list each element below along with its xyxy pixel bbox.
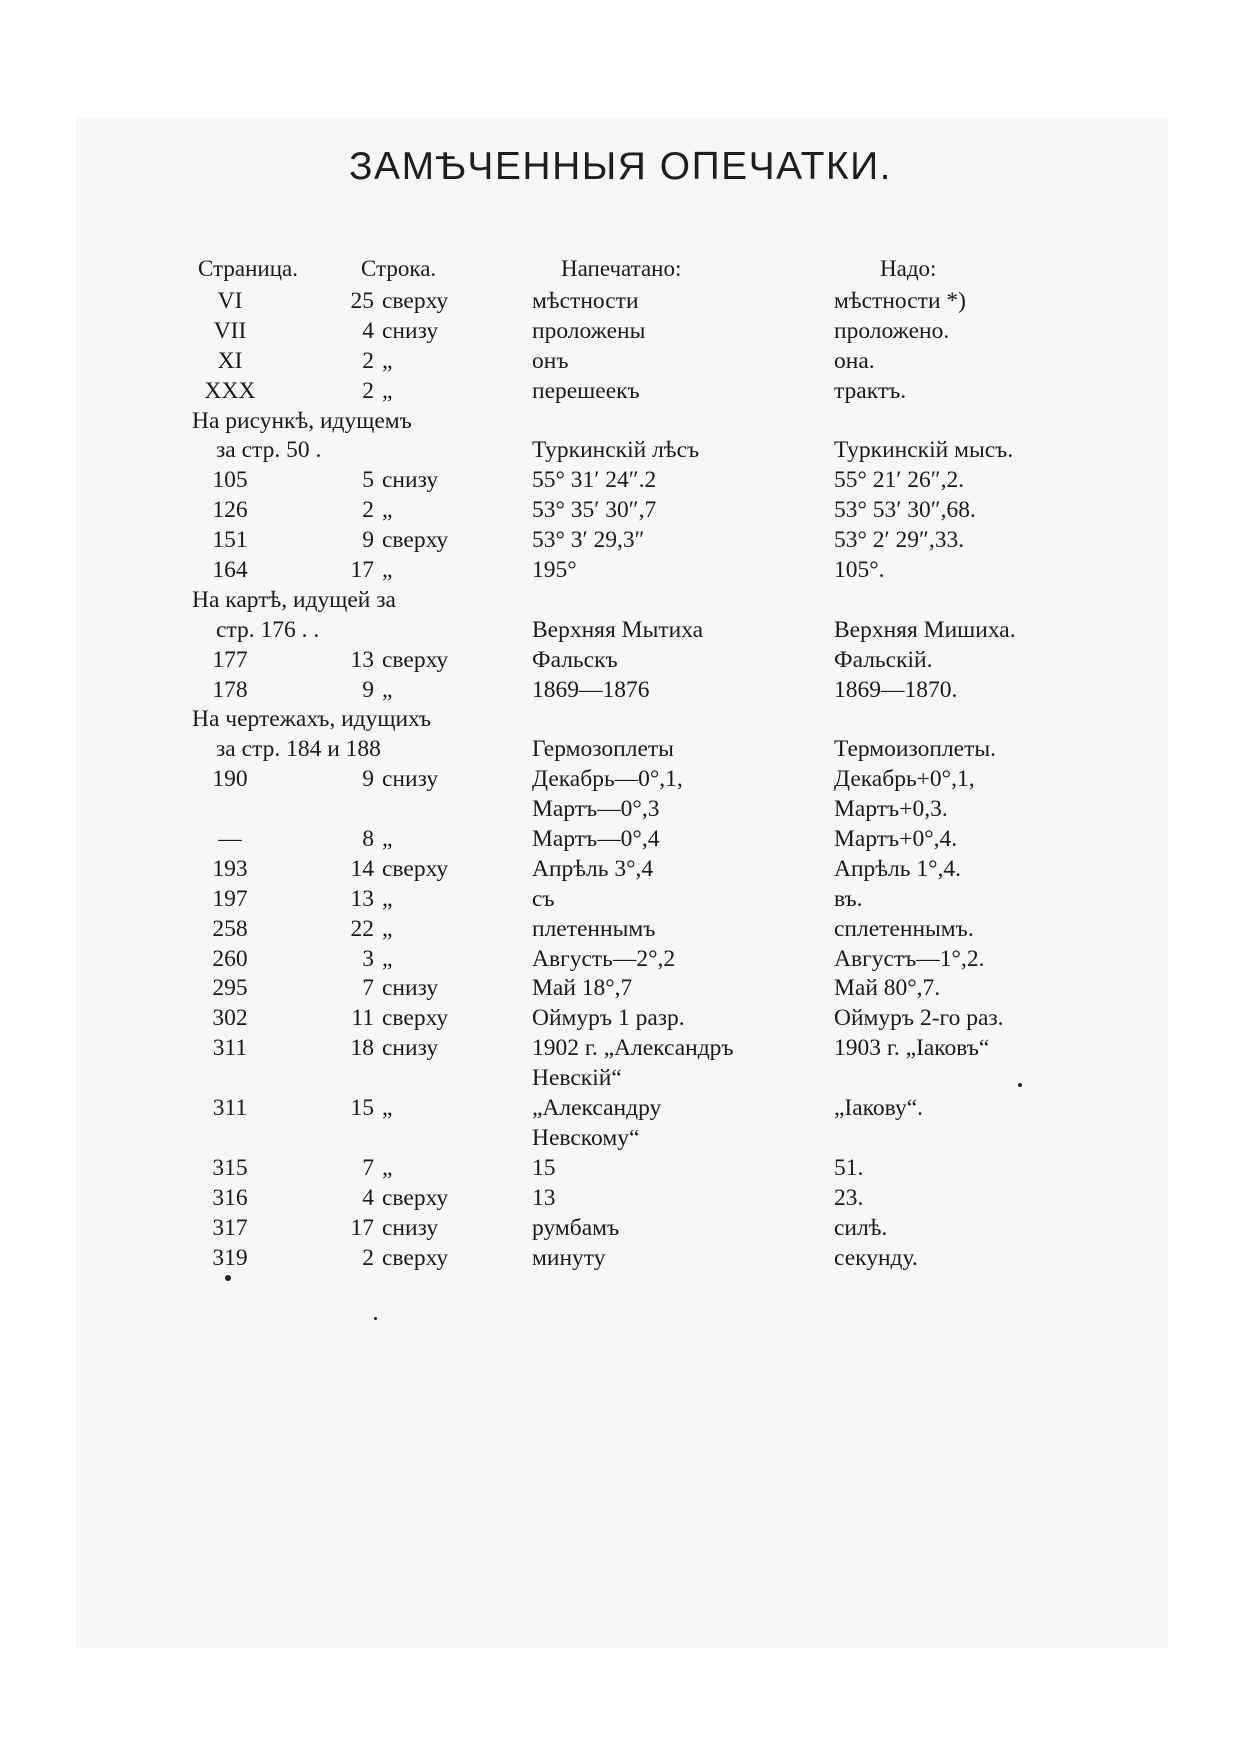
table-row: [0, 1125, 1241, 1155]
table-row: [0, 766, 1241, 796]
print-speck: [225, 1275, 231, 1281]
row-page: 193: [212, 855, 248, 882]
table-header: [0, 256, 1241, 286]
row-printed: Мартъ—0°,3: [532, 796, 660, 823]
row-printed: Фальскъ: [532, 646, 618, 673]
row-line-position: снизу: [382, 1214, 439, 1241]
row-line-position: снизу: [382, 317, 439, 344]
row-printed: „Александру: [532, 1095, 662, 1122]
table-row: [0, 348, 1241, 378]
row-line-position: снизу: [382, 1035, 439, 1062]
header-line: Строка.: [361, 256, 437, 281]
row-page: 315: [212, 1154, 248, 1181]
row-printed: 53° 3′ 29,3″: [532, 527, 645, 554]
row-printed: румбамъ: [532, 1214, 620, 1241]
row-printed: онъ: [532, 347, 569, 374]
row-line-number: 9: [362, 766, 374, 793]
row-printed: Невскому“: [532, 1124, 640, 1151]
row-line-number: 17: [350, 557, 374, 584]
table-row: [0, 617, 1241, 647]
row-page: XXX: [204, 377, 256, 404]
row-line-position: сверху: [382, 1005, 449, 1032]
row-correct: трактъ.: [834, 377, 907, 404]
table-row: [0, 318, 1241, 348]
row-page: 105: [212, 467, 248, 494]
row-printed: 53° 35′ 30″,7: [532, 497, 657, 524]
row-line-number: 14: [350, 855, 374, 882]
table-row: [0, 946, 1241, 976]
row-correct: 53° 53′ 30″,68.: [834, 497, 976, 524]
row-printed: Туркинскій лѣсъ: [532, 437, 700, 464]
row-page: 295: [212, 975, 248, 1002]
row-correct: 55° 21′ 26″,2.: [834, 467, 965, 494]
row-correct: Фальскій.: [834, 646, 933, 673]
row-correct: Августъ—1°,2.: [834, 945, 985, 972]
row-line-position: сверху: [382, 1244, 449, 1271]
table-row: [0, 1065, 1241, 1095]
table-row: [0, 796, 1241, 826]
row-page: 311: [212, 1035, 248, 1062]
row-line-position: сверху: [382, 646, 449, 673]
row-correct: Мартъ+0°,4.: [834, 826, 958, 853]
row-page: 317: [212, 1214, 248, 1241]
row-printed: 55° 31′ 24″.2: [532, 467, 657, 494]
table-row: [0, 1245, 1241, 1275]
table-row: [0, 557, 1241, 587]
row-correct: 1903 г. „Іаковъ“: [834, 1035, 990, 1062]
row-line-number: 8: [362, 826, 374, 853]
row-line-number: 4: [362, 1184, 374, 1211]
row-correct: сплетеннымъ.: [834, 915, 974, 942]
row-page: 302: [212, 1005, 248, 1032]
row-line-number: 2: [362, 497, 374, 524]
table-row: [0, 467, 1241, 497]
table-row: [0, 647, 1241, 677]
row-printed: мѣстности: [532, 288, 639, 314]
row-printed: Невскій“: [532, 1065, 622, 1092]
row-correct: она.: [834, 347, 875, 374]
row-line-position: снизу: [382, 467, 439, 494]
row-correct: Верхняя Мишиха.: [834, 616, 1016, 643]
row-correct: „Іакову“.: [834, 1095, 924, 1122]
row-reference: за стр. 50 .: [216, 437, 322, 464]
row-correct: мѣстности *): [834, 288, 966, 314]
row-reference: за стр. 184 и 188: [216, 736, 381, 763]
row-correct: Оймуръ 2-го раз.: [834, 1005, 1004, 1032]
row-line-number: 22: [350, 915, 374, 942]
row-printed: проложены: [532, 317, 646, 344]
row-line-number: 11: [351, 1005, 374, 1032]
table-row: [0, 437, 1241, 467]
row-line-position: „: [382, 1154, 393, 1181]
row-printed: Декабрь—0°,1,: [532, 766, 683, 793]
row-printed: Апрѣль 3°,4: [532, 855, 654, 882]
row-line-number: 13: [350, 646, 374, 673]
row-printed: 15: [532, 1154, 556, 1181]
row-page: 151: [212, 527, 248, 554]
row-correct: силѣ.: [834, 1214, 888, 1241]
row-line-position: „: [382, 915, 393, 942]
table-row: [0, 916, 1241, 946]
table-row: [0, 826, 1241, 856]
row-correct: 105°.: [834, 557, 885, 584]
row-correct: Май 80°,7.: [834, 975, 941, 1002]
row-line-position: „: [382, 497, 393, 524]
row-line-number: 2: [362, 347, 374, 374]
row-printed: 13: [532, 1184, 556, 1211]
row-section-label: На чертежахъ, идущихъ: [192, 706, 432, 733]
row-line-number: 17: [350, 1214, 374, 1241]
row-line-number: 9: [362, 527, 374, 554]
row-section-label: На картѣ, идущей за: [192, 586, 396, 613]
row-reference: стр. 176 . .: [216, 616, 320, 643]
row-printed: Гермозоплеты: [532, 736, 674, 763]
row-page: 197: [212, 885, 248, 912]
row-correct: Мартъ+0,3.: [834, 796, 948, 823]
row-page: 126: [212, 497, 248, 524]
row-line-number: 7: [362, 1154, 374, 1181]
header-correct: Надо:: [880, 256, 937, 281]
row-line-position: „: [382, 557, 393, 584]
row-printed: 1902 г. „Александръ: [532, 1035, 734, 1062]
row-line-position: „: [382, 676, 393, 703]
row-page: 258: [212, 915, 248, 942]
page-title: ЗАМѢЧЕННЫЯ ОПЕЧАТКИ.: [349, 145, 892, 188]
table-row: [0, 1005, 1241, 1035]
row-correct: проложено.: [834, 317, 950, 344]
row-printed: плетеннымъ: [532, 915, 656, 942]
row-line-position: сверху: [382, 527, 449, 554]
row-correct: Туркинскій мысъ.: [834, 437, 1014, 464]
row-page: XI: [217, 347, 243, 374]
row-printed: Оймуръ 1 разр.: [532, 1005, 685, 1032]
row-page: VII: [213, 317, 247, 344]
row-line-position: „: [382, 885, 393, 912]
row-section-label: На рисункѣ, идущемъ: [192, 407, 412, 434]
row-page: 260: [212, 945, 248, 972]
print-speck: [374, 1317, 377, 1320]
row-line-position: „: [382, 347, 393, 374]
table-row: [0, 856, 1241, 886]
row-printed: 1869—1876: [532, 676, 650, 703]
row-line-number: 2: [362, 377, 374, 404]
row-page: VI: [217, 288, 243, 314]
row-page: —: [218, 826, 242, 853]
header-printed: Напечатано:: [561, 256, 682, 281]
table-row: [0, 378, 1241, 408]
row-line-position: снизу: [382, 975, 439, 1002]
row-line-position: „: [382, 945, 393, 972]
row-line-number: 15: [350, 1095, 374, 1122]
row-correct: Термоизоплеты.: [834, 736, 997, 763]
row-line-position: сверху: [382, 288, 449, 314]
row-line-number: 13: [350, 885, 374, 912]
row-printed: перешеекъ: [532, 377, 640, 404]
row-line-position: „: [382, 1095, 393, 1122]
row-page: 319: [212, 1244, 248, 1271]
print-speck: [1018, 1083, 1022, 1087]
row-correct: Декабрь+0°,1,: [834, 766, 975, 793]
table-row: [0, 706, 1241, 736]
row-line-position: „: [382, 826, 393, 853]
row-line-number: 4: [362, 317, 374, 344]
row-line-position: сверху: [382, 855, 449, 882]
table-row: [0, 677, 1241, 707]
row-correct: въ.: [834, 885, 863, 912]
row-page: 177: [212, 646, 248, 673]
row-page: 178: [212, 676, 248, 703]
row-page: 316: [212, 1184, 248, 1211]
header-page: Страница.: [198, 256, 298, 281]
row-line-number: 9: [362, 676, 374, 703]
row-correct: 1869—1870.: [834, 676, 958, 703]
row-printed: Верхняя Мытиха: [532, 616, 704, 643]
row-printed: Августь—2°,2: [532, 945, 676, 972]
row-printed: минуту: [532, 1244, 606, 1271]
table-row: [0, 288, 1241, 318]
row-line-number: 7: [362, 975, 374, 1002]
row-printed: съ: [532, 885, 555, 912]
row-line-number: 18: [350, 1035, 374, 1062]
row-line-number: 2: [362, 1244, 374, 1271]
row-line-position: „: [382, 377, 393, 404]
row-line-position: сверху: [382, 1184, 449, 1211]
table-row: [0, 408, 1241, 438]
row-line-position: снизу: [382, 766, 439, 793]
table-row: [0, 1185, 1241, 1215]
row-page: 190: [212, 766, 248, 793]
row-printed: 195°: [532, 557, 577, 584]
table-row: [0, 1035, 1241, 1065]
row-correct: 53° 2′ 29″,33.: [834, 527, 965, 554]
table-row: [0, 736, 1241, 766]
table-row: [0, 497, 1241, 527]
table-row: [0, 975, 1241, 1005]
row-line-number: 25: [350, 288, 374, 314]
table-row: [0, 1095, 1241, 1125]
table-row: [0, 527, 1241, 557]
row-printed: Май 18°,7: [532, 975, 633, 1002]
row-printed: Мартъ—0°,4: [532, 826, 660, 853]
row-page: 164: [212, 557, 248, 584]
row-page: 311: [212, 1095, 248, 1122]
row-line-number: 3: [362, 945, 374, 972]
row-correct: Апрѣль 1°,4.: [834, 855, 962, 882]
row-correct: 23.: [834, 1184, 864, 1211]
row-correct: секунду.: [834, 1244, 918, 1271]
table-row: [0, 587, 1241, 617]
errata-table: [0, 288, 1241, 1274]
table-row: [0, 1155, 1241, 1185]
row-line-number: 5: [362, 467, 374, 494]
row-correct: 51.: [834, 1154, 864, 1181]
table-row: [0, 886, 1241, 916]
table-row: [0, 1215, 1241, 1245]
